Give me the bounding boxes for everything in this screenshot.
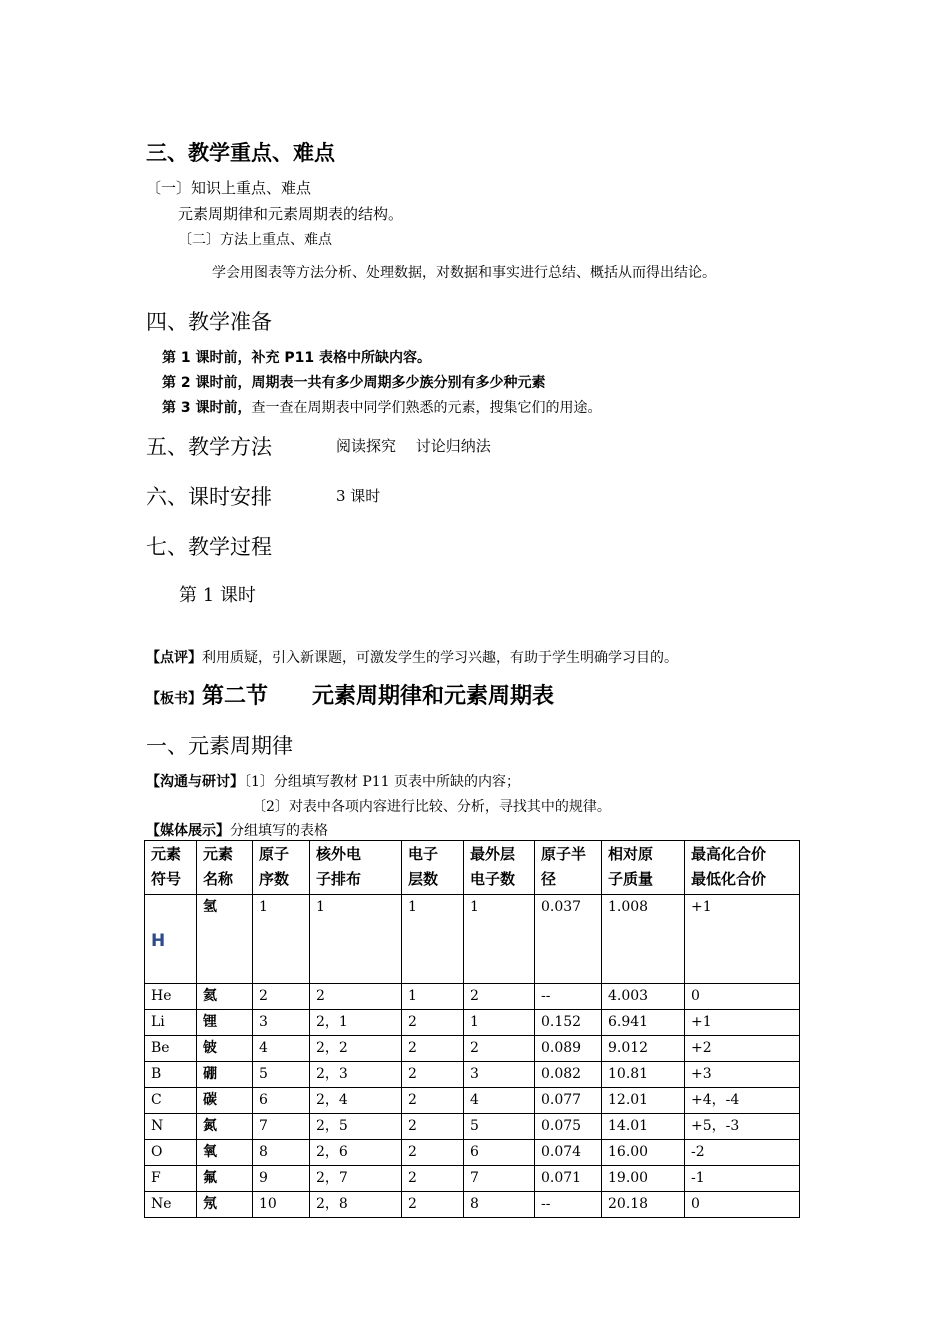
- header-line: 子质量: [608, 870, 654, 888]
- discuss-item-2: 〔2〕对表中各项内容进行比较、分析，寻找其中的规律。: [252, 799, 611, 815]
- col-header-name: [197, 841, 253, 895]
- prep-item-lead: 第 2 课时前，: [162, 375, 252, 391]
- cell-atomic-number: 7: [253, 1114, 310, 1140]
- cell-atomic-number: 2: [253, 984, 310, 1010]
- comment-text: 利用质疑，引入新课题，可激发学生的学习兴趣，有助于学生明确学习目的。: [202, 650, 678, 666]
- cell-valence-electrons: 2: [464, 1036, 535, 1062]
- cell-shells: 2: [402, 1140, 464, 1166]
- cell-atomic-number: 4: [253, 1036, 310, 1062]
- table-row: [145, 1062, 800, 1088]
- header-line: 电子: [408, 845, 439, 863]
- cell-symbol: C: [145, 1088, 197, 1114]
- header-line: 元素: [151, 845, 182, 863]
- cell-electron-config: 2，4: [310, 1088, 402, 1114]
- cell-name: 氟: [197, 1166, 253, 1192]
- section-3-title: 三、教学重点、难点: [146, 141, 335, 165]
- header-line: 核外电: [316, 845, 362, 863]
- cell-electron-config: 2，8: [310, 1192, 402, 1218]
- cell-valence-electrons: 4: [464, 1088, 535, 1114]
- cell-mass: 9.012: [602, 1036, 685, 1062]
- cell-atomic-number: 8: [253, 1140, 310, 1166]
- cell-valence: +5，-3: [685, 1114, 800, 1140]
- law-title: 一、元素周期律: [146, 734, 293, 758]
- cell-symbol: Li: [145, 1010, 197, 1036]
- cell-name: 氮: [197, 1114, 253, 1140]
- cell-symbol: He: [145, 984, 197, 1010]
- cell-electron-config: 2: [310, 984, 402, 1010]
- table-row: [145, 984, 800, 1010]
- cell-valence: +4，-4: [685, 1088, 800, 1114]
- header-line: 最低化合价: [691, 870, 767, 888]
- cell-atomic-number: 6: [253, 1088, 310, 1114]
- cell-name: 铍: [197, 1036, 253, 1062]
- section-5-title: 五、教学方法: [146, 435, 272, 459]
- header-line: 层数: [408, 870, 439, 888]
- board-line: [146, 679, 554, 710]
- cell-symbol: Be: [145, 1036, 197, 1062]
- cell-mass: 6.941: [602, 1010, 685, 1036]
- cell-electron-config: 2，5: [310, 1114, 402, 1140]
- table-row: [145, 1114, 800, 1140]
- discuss-tag: 【沟通与研讨】: [146, 774, 244, 790]
- prep-item-text: 补充 P11 表格中所缺内容。: [251, 350, 431, 366]
- header-line: 名称: [203, 870, 234, 888]
- col-header-shells: [402, 841, 464, 895]
- prep-item-2: [162, 372, 546, 392]
- cell-symbol: [145, 895, 197, 984]
- header-line: 序数: [259, 870, 290, 888]
- cell-electron-config: 2，1: [310, 1010, 402, 1036]
- cell-shells: 1: [402, 984, 464, 1010]
- cell-electron-config: 1: [310, 895, 402, 984]
- cell-mass: 19.00: [602, 1166, 685, 1192]
- cell-valence-electrons: 5: [464, 1114, 535, 1140]
- section-6-title: 六、课时安排: [146, 485, 272, 509]
- cell-valence-electrons: 1: [464, 1010, 535, 1036]
- col-header-atomic-number: [253, 841, 310, 895]
- cell-mass: 10.81: [602, 1062, 685, 1088]
- col-header-radius: [535, 841, 602, 895]
- table-row: [145, 1088, 800, 1114]
- cell-symbol: F: [145, 1166, 197, 1192]
- header-line: 径: [541, 870, 557, 888]
- cell-mass: 12.01: [602, 1088, 685, 1114]
- cell-radius: 0.037: [535, 895, 602, 984]
- section-4-title: 四、教学准备: [146, 310, 272, 334]
- cell-shells: 2: [402, 1114, 464, 1140]
- cell-name: 氢: [197, 895, 253, 984]
- prep-item-3: [162, 397, 602, 417]
- cell-electron-config: 2，7: [310, 1166, 402, 1192]
- cell-valence: +3: [685, 1062, 800, 1088]
- cell-radius: --: [535, 984, 602, 1010]
- lesson-label: 第 1 课时: [179, 585, 256, 606]
- cell-valence: 0: [685, 984, 800, 1010]
- discuss-item-1: 〔1〕分组填写教材 P11 页表中所缺的内容；: [244, 774, 521, 790]
- cell-atomic-number: 10: [253, 1192, 310, 1218]
- header-line: 最高化合价: [691, 845, 767, 863]
- header-line: 元素: [203, 845, 234, 863]
- cell-shells: 2: [402, 1192, 464, 1218]
- col-header-symbol: [145, 841, 197, 895]
- cell-mass: 16.00: [602, 1140, 685, 1166]
- section-3-sub1-text: 元素周期律和元素周期表的结构。: [178, 205, 404, 223]
- prep-item-text: 周期表一共有多少周期多少族分别有多少种元素: [251, 375, 546, 391]
- cell-shells: 2: [402, 1010, 464, 1036]
- cell-name: 硼: [197, 1062, 253, 1088]
- cell-mass: 1.008: [602, 895, 685, 984]
- cell-valence-electrons: 3: [464, 1062, 535, 1088]
- cell-radius: 0.071: [535, 1166, 602, 1192]
- col-header-valence: [685, 841, 800, 895]
- section-5-text: 阅读探究 讨论归纳法: [336, 437, 491, 455]
- cell-atomic-number: 3: [253, 1010, 310, 1036]
- element-table: [144, 840, 800, 1218]
- cell-shells: 2: [402, 1062, 464, 1088]
- cell-valence: -1: [685, 1166, 800, 1192]
- cell-name: 氖: [197, 1192, 253, 1218]
- header-line: 相对原: [608, 845, 654, 863]
- table-row: [145, 1192, 800, 1218]
- cell-electron-config: 2，6: [310, 1140, 402, 1166]
- header-line: 最外层: [470, 845, 516, 863]
- header-line: 符号: [151, 870, 182, 888]
- cell-valence: +2: [685, 1036, 800, 1062]
- cell-valence-electrons: 8: [464, 1192, 535, 1218]
- cell-name: 氦: [197, 984, 253, 1010]
- cell-symbol: N: [145, 1114, 197, 1140]
- header-line: 原子: [259, 845, 290, 863]
- cell-symbol: Ne: [145, 1192, 197, 1218]
- media-tag: 【媒体展示】: [146, 823, 230, 839]
- cell-valence-electrons: 2: [464, 984, 535, 1010]
- comment-tag: 【点评】: [146, 650, 202, 666]
- board-title: 第二节 元素周期律和元素周期表: [202, 684, 555, 709]
- cell-electron-config: 2，3: [310, 1062, 402, 1088]
- cell-valence-electrons: 6: [464, 1140, 535, 1166]
- table-row: [145, 1140, 800, 1166]
- cell-electron-config: 2，2: [310, 1036, 402, 1062]
- header-line: 子排布: [316, 870, 362, 888]
- table-row: [145, 895, 800, 984]
- cell-shells: 2: [402, 1036, 464, 1062]
- cell-valence-electrons: 1: [464, 895, 535, 984]
- section-3-sub2: 〔二〕方法上重点、难点: [178, 232, 332, 248]
- cell-valence: -2: [685, 1140, 800, 1166]
- cell-valence: 0: [685, 1192, 800, 1218]
- prep-item-1: [162, 347, 431, 367]
- board-tag: 【板书】: [146, 691, 202, 707]
- cell-symbol: B: [145, 1062, 197, 1088]
- col-header-electron-config: [310, 841, 402, 895]
- cell-atomic-number: 9: [253, 1166, 310, 1192]
- cell-shells: 2: [402, 1088, 464, 1114]
- cell-radius: 0.089: [535, 1036, 602, 1062]
- cell-name: 碳: [197, 1088, 253, 1114]
- header-line: 原子半: [541, 845, 587, 863]
- header-line: 电子数: [470, 870, 516, 888]
- media-text: 分组填写的表格: [230, 823, 328, 839]
- cell-shells: 1: [402, 895, 464, 984]
- cell-shells: 2: [402, 1166, 464, 1192]
- cell-radius: 0.077: [535, 1088, 602, 1114]
- cell-mass: 4.003: [602, 984, 685, 1010]
- table-header-row: [145, 841, 800, 895]
- section-6-text: 3 课时: [336, 487, 381, 505]
- cell-valence: +1: [685, 1010, 800, 1036]
- cell-radius: 0.075: [535, 1114, 602, 1140]
- prep-item-text: 查一查在周期表中同学们熟悉的元素，搜集它们的用途。: [251, 400, 602, 416]
- section-7-title: 七、教学过程: [146, 535, 272, 559]
- cell-radius: 0.074: [535, 1140, 602, 1166]
- cell-valence-electrons: 7: [464, 1166, 535, 1192]
- section-3-sub1: 〔一〕知识上重点、难点: [146, 179, 312, 197]
- cell-radius: --: [535, 1192, 602, 1218]
- cell-radius: 0.082: [535, 1062, 602, 1088]
- table-row: [145, 1010, 800, 1036]
- symbol-h: H: [151, 931, 166, 951]
- col-header-valence-electrons: [464, 841, 535, 895]
- cell-atomic-number: 5: [253, 1062, 310, 1088]
- table-row: [145, 1036, 800, 1062]
- cell-name: 锂: [197, 1010, 253, 1036]
- table-row: [145, 1166, 800, 1192]
- cell-symbol: O: [145, 1140, 197, 1166]
- discuss-line-1: [146, 771, 520, 791]
- comment-line: [146, 647, 678, 667]
- cell-atomic-number: 1: [253, 895, 310, 984]
- prep-item-lead: 第 1 课时前，: [162, 350, 252, 366]
- section-3-sub2-text: 学会用图表等方法分析、处理数据，对数据和事实进行总结、概括从而得出结论。: [212, 265, 716, 281]
- cell-radius: 0.152: [535, 1010, 602, 1036]
- media-line: [146, 820, 328, 840]
- cell-mass: 20.18: [602, 1192, 685, 1218]
- cell-mass: 14.01: [602, 1114, 685, 1140]
- cell-valence: +1: [685, 895, 800, 984]
- prep-item-lead: 第 3 课时前，: [162, 400, 252, 416]
- col-header-mass: [602, 841, 685, 895]
- cell-name: 氧: [197, 1140, 253, 1166]
